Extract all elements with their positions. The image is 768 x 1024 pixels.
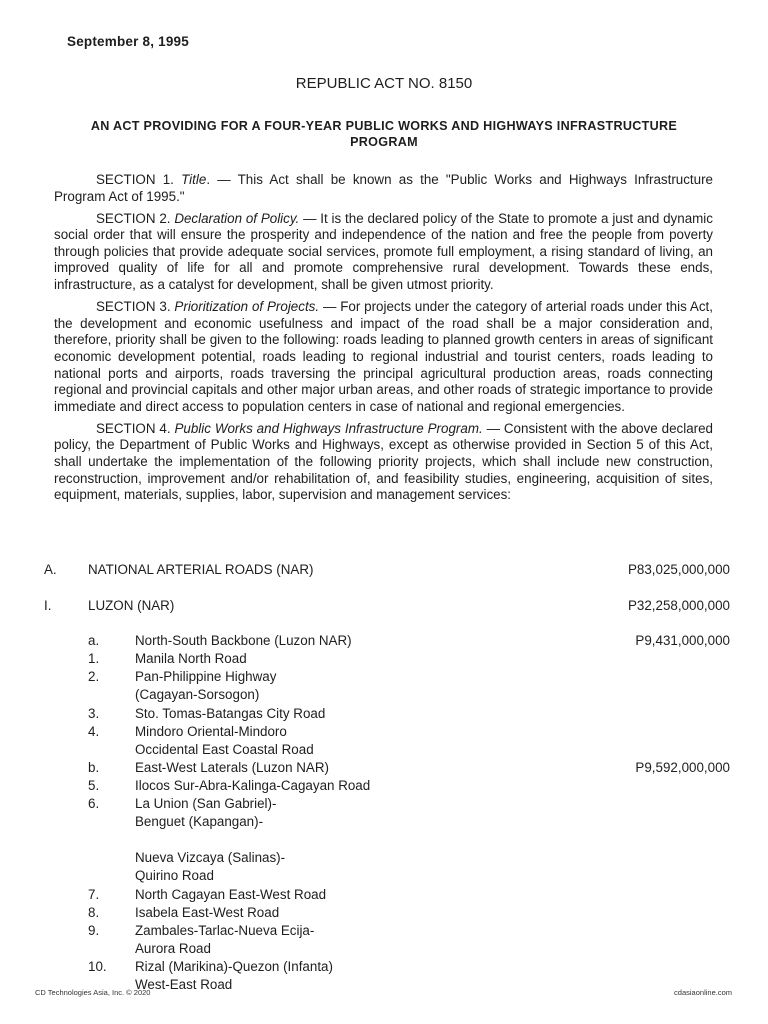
program-item-row — [0, 831, 768, 849]
row-number: 4. — [88, 723, 100, 739]
program-item-row — [0, 650, 768, 668]
act-title: AN ACT PROVIDING FOR A FOUR-YEAR PUBLIC WORKS AND HIGHWAYS INFRASTRUCTURE PROGRAM — [90, 119, 678, 149]
program-item-row — [0, 723, 768, 741]
row-label: East-West Laterals (Luzon NAR) — [135, 759, 329, 775]
section-heading: Prioritization of Projects. — [174, 299, 320, 315]
section-heading: Public Works and Highways Infrastructure Program. — [174, 420, 483, 436]
program-item-row — [0, 632, 768, 650]
row-label: North-South Backbone (Luzon NAR) — [135, 633, 352, 649]
row-label: Quirino Road — [135, 868, 214, 884]
section-heading: Title — [181, 172, 207, 187]
row-number: 2. — [88, 669, 100, 685]
row-label: Rizal (Marikina)-Quezon (Infanta) — [135, 958, 333, 974]
program-item-row — [0, 813, 768, 831]
row-number: A. — [44, 562, 57, 577]
row-label: Manila North Road — [135, 651, 247, 667]
program-item-row — [0, 958, 768, 976]
program-item-row — [0, 795, 768, 813]
program-item-row — [0, 849, 768, 867]
section-text: . — This Act shall be known as the "Public Works and Highways Infrastructure Program Act of 1995." — [54, 172, 713, 204]
act-body — [54, 172, 713, 509]
row-number: b. — [88, 759, 100, 775]
program-item-row — [0, 777, 768, 795]
section-4 — [54, 421, 713, 504]
program-subcategory-row — [0, 597, 768, 615]
row-label: (Cagayan-Sorsogon) — [135, 687, 260, 703]
row-label: Nueva Vizcaya (Salinas)- — [135, 850, 286, 866]
program-item-row — [0, 741, 768, 759]
row-number: 7. — [88, 886, 100, 902]
section-label: SECTION 4. — [96, 420, 175, 436]
row-label: West-East Road — [135, 976, 233, 992]
section-heading: Declaration of Policy. — [174, 210, 300, 226]
section-2 — [54, 211, 713, 294]
program-item-row — [0, 759, 768, 777]
row-number: 6. — [88, 796, 100, 812]
row-label: NATIONAL ARTERIAL ROADS (NAR) — [88, 562, 314, 577]
row-number: 3. — [88, 705, 100, 721]
document-date: September 8, 1995 — [67, 34, 189, 49]
section-label: SECTION 2. — [96, 210, 175, 226]
row-label: Zambales-Tarlac-Nueva Ecija- — [135, 922, 315, 938]
footer-copyright: CD Technologies Asia, Inc. © 2020 — [35, 988, 151, 997]
program-item-row — [0, 867, 768, 885]
row-amount: P83,025,000,000 — [627, 562, 730, 577]
program-items — [0, 632, 768, 994]
act-number: REPUBLIC ACT NO. 8150 — [295, 75, 473, 92]
footer-website: cdasiaonline.com — [674, 988, 732, 997]
program-item-row — [0, 940, 768, 958]
row-label: Sto. Tomas-Batangas City Road — [135, 705, 326, 721]
section-text: — Consistent with the above declared policy, the Department of Public Works and Highways, except as otherwise provided in Section 5 of this Act, shall undertake the implementation of the following priority projects, which shall include new construction, reconstruction, improvement and/or rehabilitation of, and feasibility studies, engineering, acquisition of sites, equipment, materials, supplies, labor, supervision and management services: — [54, 420, 713, 503]
program-category-row — [0, 561, 768, 579]
section-text: — For projects under the category of arterial roads under this Act, the development and economic usefulness and impact of the road shall be a major consideration and, therefore, priority shall be given to the following: roads leading to planned growth centers in areas of significant economic development potential, roads leading to regional industrial and tourist centers, roads leading to national ports and airports, roads traversing the principal agricultural production areas, roads connecting regional and provincial capitals and other major urban areas, and other roads of strategic importance to provide immediate and direct access to population centers in case of national and regional emergencies. — [54, 299, 713, 414]
row-label: Aurora Road — [135, 940, 211, 956]
row-number: I. — [44, 597, 52, 613]
row-label: Isabela East-West Road — [135, 904, 280, 920]
row-label: Pan-Philippine Highway — [135, 669, 277, 685]
program-item-row — [0, 668, 768, 686]
section-label: SECTION 1. — [96, 172, 182, 187]
section-label: SECTION 3. — [96, 299, 175, 315]
row-amount: P9,431,000,000 — [635, 633, 730, 649]
program-list — [0, 561, 768, 994]
row-label: La Union (San Gabriel)- — [135, 796, 277, 812]
section-1 — [54, 172, 713, 205]
row-label: LUZON (NAR) — [88, 597, 175, 613]
row-label: Occidental East Coastal Road — [135, 741, 314, 757]
row-number: 8. — [88, 904, 100, 920]
program-item-row — [0, 886, 768, 904]
row-number: a. — [88, 633, 100, 649]
program-item-row — [0, 922, 768, 940]
row-amount: P9,592,000,000 — [635, 759, 730, 775]
row-label: Benguet (Kapangan)- — [135, 814, 264, 830]
section-text: — It is the declared policy of the State to promote a just and dynamic social order that will ensure the prosperity and independence of the nation and free the people from poverty through policies that provide adequate social services, promote full employment, a rising standard of living, an improved quality of life for all and promote comprehensive rural development. Towards these ends, infrastructure, as a catalyst for development, shall be given utmost priority. — [54, 210, 713, 293]
row-number: 5. — [88, 777, 100, 793]
row-label: Mindoro Oriental-Mindoro — [135, 723, 287, 739]
program-item-row — [0, 686, 768, 704]
row-number: 10. — [88, 958, 107, 974]
row-number: 9. — [88, 922, 100, 938]
section-3 — [54, 299, 713, 415]
program-item-row — [0, 904, 768, 922]
row-label: North Cagayan East-West Road — [135, 886, 327, 902]
row-label: Ilocos Sur-Abra-Kalinga-Cagayan Road — [135, 777, 371, 793]
row-number: 1. — [88, 651, 100, 667]
program-item-row — [0, 705, 768, 723]
row-amount: P32,258,000,000 — [627, 597, 730, 613]
